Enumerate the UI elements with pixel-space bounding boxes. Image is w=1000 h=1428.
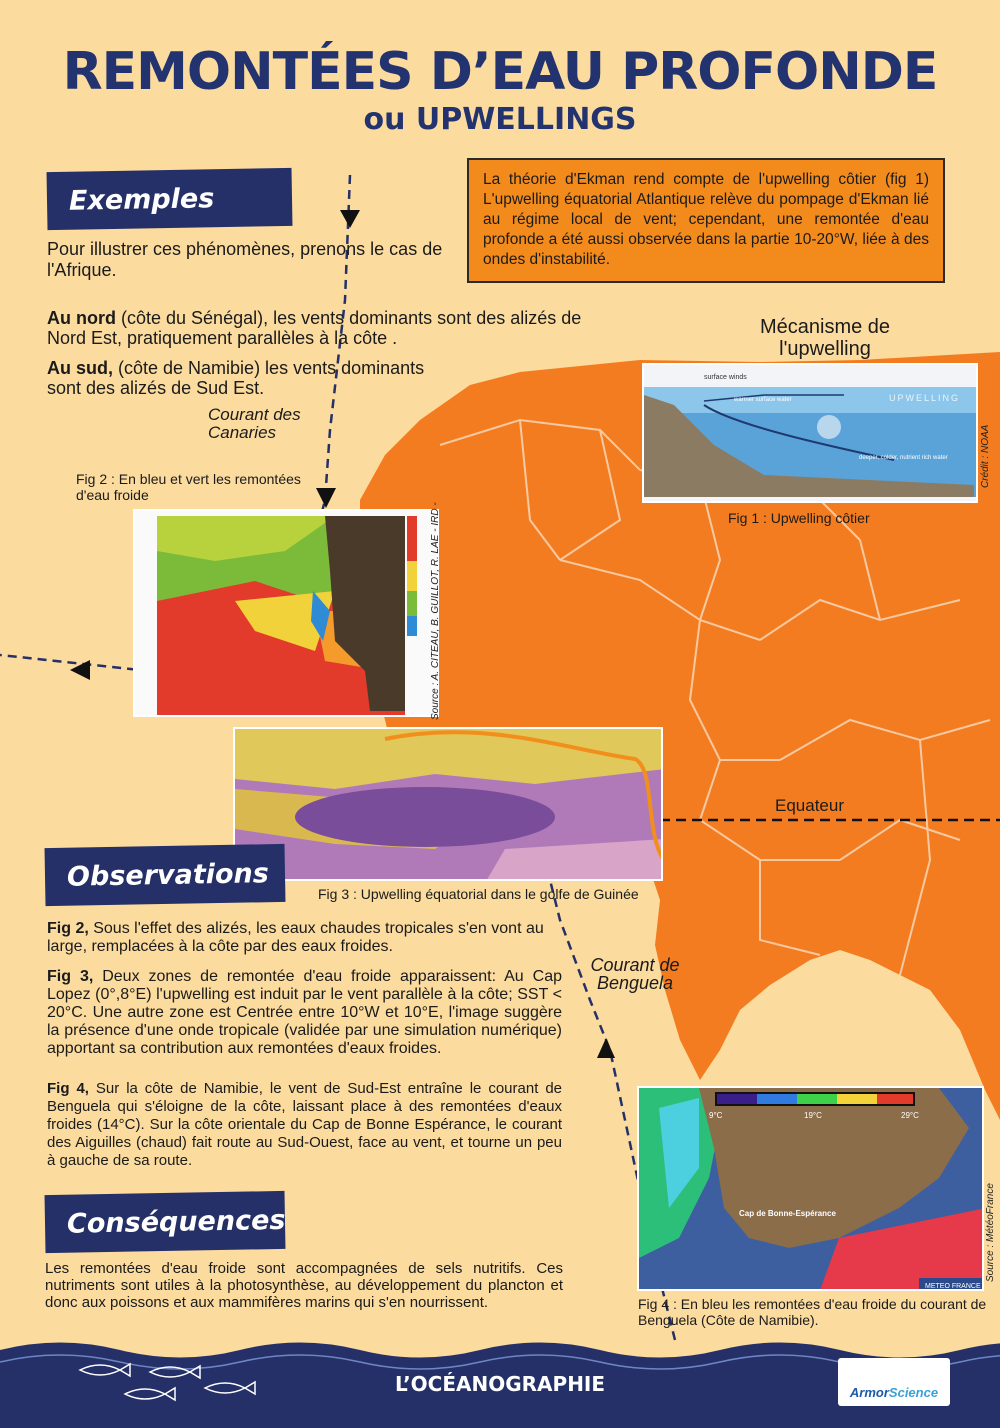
obs-fig3-text: Deux zones de remontée d'eau froide apparaissent: Au Cap Lopez (0°,8°E) l'upwelling est induit par le vent parallèle à la côte; SST < 20°C. Une autre zone est Centrée entre 10°W et 10°E, l'image suggère la présence d'une onde tropicale (validée par une simulation numérique) apportant sa contribution aux remontées d'eaux froides. xyxy=(47,968,562,1057)
fig1-upwelling-diagram xyxy=(642,363,978,503)
logo-text-a: Armor xyxy=(849,1385,889,1400)
fig1-caption: Fig 1 : Upwelling côtier xyxy=(728,510,870,526)
page-subtitle: ou UPWELLINGS xyxy=(363,102,637,137)
fig3-satellite-image xyxy=(233,727,663,881)
fig1-illustration xyxy=(644,365,978,503)
ekman-info-box: La théorie d'Ekman rend compte de l'upwelling côtier (fig 1) L'upwelling équatorial Atlantique relève du pompage d'Ekman lié au régime local de vent; cependant, une remontée d'eau profonde a été aussi observée dans la partie 10-20°W, liée à des ondes d'instabilité. xyxy=(467,158,945,283)
fig3-illustration xyxy=(235,729,663,881)
exemples-south xyxy=(47,358,427,398)
fig2-illustration xyxy=(135,511,439,717)
fig1-surface-winds: surface winds xyxy=(704,374,747,381)
fig4-scale-min: 9°C xyxy=(709,1111,723,1120)
fig2-satellite-image xyxy=(133,509,439,717)
exemples-intro: Pour illustrer ces phénomènes, prenons le cas de l'Afrique. xyxy=(47,239,443,280)
fig4-caption: Fig 4 : En bleu les remontées d'eau froide du courant de Benguela (Côte de Namibie). xyxy=(638,1296,987,1328)
benguela-current-label: Courant de Benguela xyxy=(590,955,680,993)
exemples-north xyxy=(47,308,592,348)
obs-fig4-text: Sur la côte de Namibie, le vent de Sud-Est entraîne le courant de Benguela qui s'éloigne de la côte, laissant place à des remontées d'eaux froides (14°C). Sur la côte orientale du Cap de Bonne Espérance, le courant des Aiguilles (chaud) fait route au Sud-Ouest, face au vent, et tourne un peu à gauche de sa route. xyxy=(47,1080,562,1169)
canaries-arrow-mid xyxy=(316,488,336,508)
page-title: REMONTÉES D’EAU PROFONDE xyxy=(62,42,938,102)
section-banner-exemples: Exemples xyxy=(47,168,293,230)
benguela-arrow xyxy=(597,1038,615,1058)
fig2-source: Source : A. CITEAU, B. GUILLOT, R. LAE - IRD - xyxy=(430,502,441,720)
section-banner-consequences: Conséquences xyxy=(45,1191,286,1253)
fig4-sst-map xyxy=(637,1086,984,1291)
obs-fig2-text: Sous l'effet des alizés, les eaux chaudes tropicales s'en vont au large, remplacées à la côte par des eaux froides. xyxy=(47,920,544,955)
south-bold: Au sud, xyxy=(47,358,113,378)
fig4-scale-mid: 19°C xyxy=(804,1111,822,1120)
fig2-caption: Fig 2 : En bleu et vert les remontées d'eau froide xyxy=(76,471,301,503)
footer-title: L’OCÉANOGRAPHIE xyxy=(394,1372,606,1396)
mecanisme-label: Mécanisme de l'upwelling xyxy=(759,316,891,360)
fig4-meteo-label: METEO FRANCE xyxy=(925,1283,981,1290)
fig4-scale-max: 29°C xyxy=(901,1111,919,1120)
north-text: (côte du Sénégal), les vents dominants sont des alizés de Nord Est, pratiquement parallèles à la côte . xyxy=(47,308,582,348)
canaries-arrow-top xyxy=(340,210,360,228)
obs-fig4-bold: Fig 4, xyxy=(47,1080,89,1097)
canaries-current-label: Courant des Canaries xyxy=(208,405,301,442)
obs-fig2-bold: Fig 2, xyxy=(47,920,89,937)
logo-text xyxy=(850,1385,938,1400)
logo-text-b: Science xyxy=(888,1385,939,1400)
observation-fig3 xyxy=(47,968,562,1058)
observation-fig4 xyxy=(47,1080,562,1170)
obs-fig3-bold: Fig 3, xyxy=(47,968,94,985)
consequences-text: Les remontées d'eau froide sont accompagnées de sels nutritifs. Ces nutriments sont utiles à la photosynthèse, au développement du plancton et donc aux poissons et aux mammifères marins qui s'en nourrissent. xyxy=(45,1260,563,1311)
fig3-caption: Fig 3 : Upwelling équatorial dans le golfe de Guinée xyxy=(318,886,639,902)
noaa-credit: Crédit : NOAA xyxy=(980,424,991,488)
equator-label: Equateur xyxy=(775,796,844,815)
fig1-deeper: deeper, colder, nutrient rich water xyxy=(859,455,948,461)
observation-fig2 xyxy=(47,920,547,956)
fig4-cap-label: Cap de Bonne-Espérance xyxy=(739,1209,836,1218)
section-banner-observations: Observations xyxy=(45,844,286,906)
fig1-upwelling: UPWELLING xyxy=(889,393,961,403)
fig4-source: Source : MétéoFrance xyxy=(985,1183,996,1282)
armorscience-logo xyxy=(838,1358,950,1406)
south-text: (côte de Namibie) les vents dominants sont des alizés de Sud Est. xyxy=(47,358,425,398)
north-bold: Au nord xyxy=(47,308,116,328)
fig4-illustration xyxy=(639,1088,984,1291)
fig1-warmer: warmer surface water xyxy=(734,397,792,403)
